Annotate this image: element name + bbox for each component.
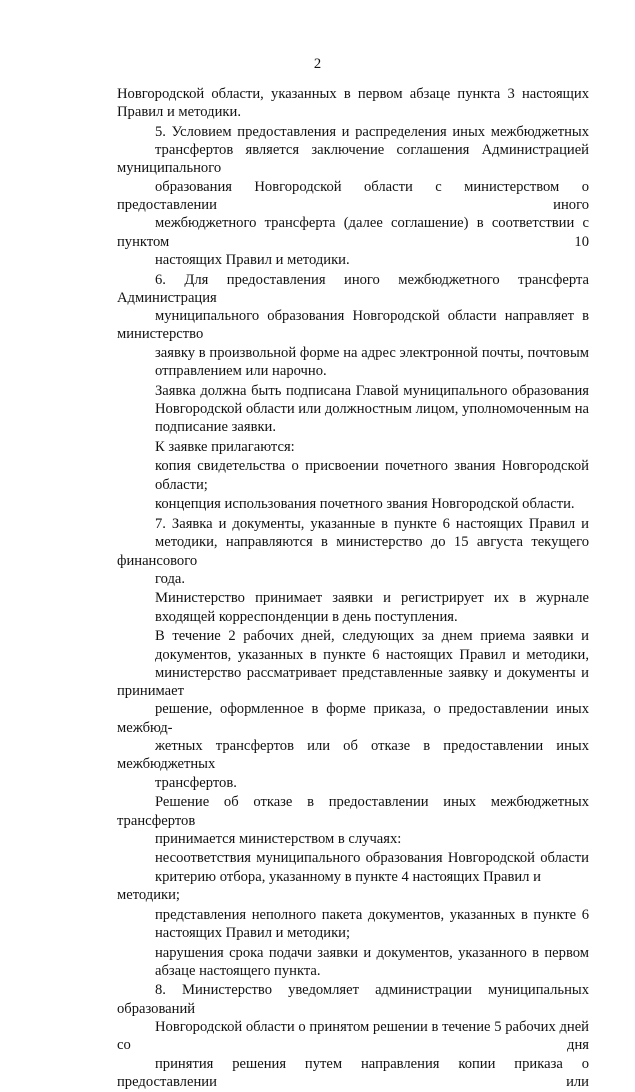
text-line: министерство рассматривает представленные заявку и документы и принимает (117, 664, 589, 700)
paragraph (117, 271, 589, 381)
document-body (117, 85, 589, 1092)
text-line: входящей корреспонденции в день поступления. (155, 608, 458, 625)
page-number: 2 (313, 56, 322, 72)
text-line: решение, оформленное в форме приказа, о предоставлении иных межбюд- (117, 701, 589, 736)
text-line: отправлением или нарочно. (155, 363, 327, 380)
text-line: Новгородской области о принятом решении в течение 5 рабочих дней со дня (117, 1019, 589, 1054)
text-line: представления неполного пакета документов, указанных в пункте 6 (155, 906, 589, 923)
paragraph (117, 981, 589, 1091)
text-line: трансфертов. (155, 774, 237, 791)
paragraph (117, 85, 589, 122)
text-line: Правил и методики. (117, 104, 241, 121)
paragraph (117, 589, 589, 626)
text-line: принятия решения путем направления копии приказа о предоставлении или (117, 1055, 589, 1090)
text-line: принимается министерством в случаях: (155, 830, 402, 847)
text-line: образования Новгородской области с министерством о предоставлении иного (117, 178, 589, 214)
text-line: муниципального образования Новгородской области направляет в министерство (117, 308, 589, 343)
text-line: Заявка должна быть подписана Главой муниципального образования (155, 382, 589, 399)
text-line: 7. Заявка и документы, указанные в пункте 6 настоящих Правил и (155, 515, 589, 532)
text-line: Новгородской области или должностным лицом, уполномоченным на (155, 400, 589, 417)
text-line: 8. Министерство уведомляет администрации муниципальных образований (117, 982, 589, 1017)
paragraph (117, 495, 589, 513)
paragraph (117, 849, 589, 904)
text-line: В течение 2 рабочих дней, следующих за днем приема заявки и (155, 628, 589, 645)
paragraph (117, 515, 589, 588)
paragraph (117, 457, 589, 494)
text-line: межбюджетного трансферта (далее соглашение) в соответствии с пунктом 10 (117, 215, 589, 250)
text-line: нарушения срока подачи заявки и документов, указанного в первом (155, 944, 589, 961)
text-line: подписание заявки. (155, 419, 277, 436)
text-line: концепция использования почетного звания Новгородской области. (155, 496, 575, 513)
text-line: документов, указанных в пункте 6 настоящих Правил и методики, (155, 646, 589, 663)
text-line: трансфертов является заключение соглашения Администрацией муниципального (117, 142, 589, 177)
text-line: жетных трансфертов или об отказе в предоставлении иных межбюджетных (117, 738, 589, 773)
text-line: несоответствия муниципального образования Новгородской области (155, 850, 589, 867)
paragraph (117, 944, 589, 981)
paragraph (117, 793, 589, 848)
text-line: копия свидетельства о присвоении почетного звания Новгородской (155, 458, 589, 475)
text-line: года. (155, 570, 186, 587)
paragraph (117, 438, 589, 456)
paragraph (117, 906, 589, 943)
text-line: настоящих Правил и методики; (155, 924, 351, 941)
text-line: области; (155, 476, 208, 493)
text-line: настоящих Правил и методики. (155, 251, 350, 268)
text-line: методики, направляются в министерство до 15 августа текущего финансового (117, 534, 589, 569)
text-line: заявку в произвольной форме на адрес электронной почты, почтовым (155, 344, 589, 361)
text-line: К заявке прилагаются: (155, 438, 295, 455)
text-line: критерию отбора, указанному в пункте 4 настоящих Правил и методики; (117, 868, 541, 904)
text-line: Новгородской области, указанных в первом абзаце пункта 3 настоящих (117, 86, 589, 102)
text-line: Министерство принимает заявки и регистрирует их в журнале (155, 590, 589, 607)
paragraph (117, 627, 589, 792)
paragraph (117, 123, 589, 269)
text-line: 5. Условием предоставления и распределения иных межбюджетных (155, 123, 589, 140)
paragraph (117, 382, 589, 437)
text-line: Решение об отказе в предоставлении иных межбюджетных трансфертов (117, 794, 589, 829)
text-line: 6. Для предоставления иного межбюджетного трансферта Администрация (117, 271, 589, 306)
text-line: абзаце настоящего пункта. (155, 962, 321, 979)
